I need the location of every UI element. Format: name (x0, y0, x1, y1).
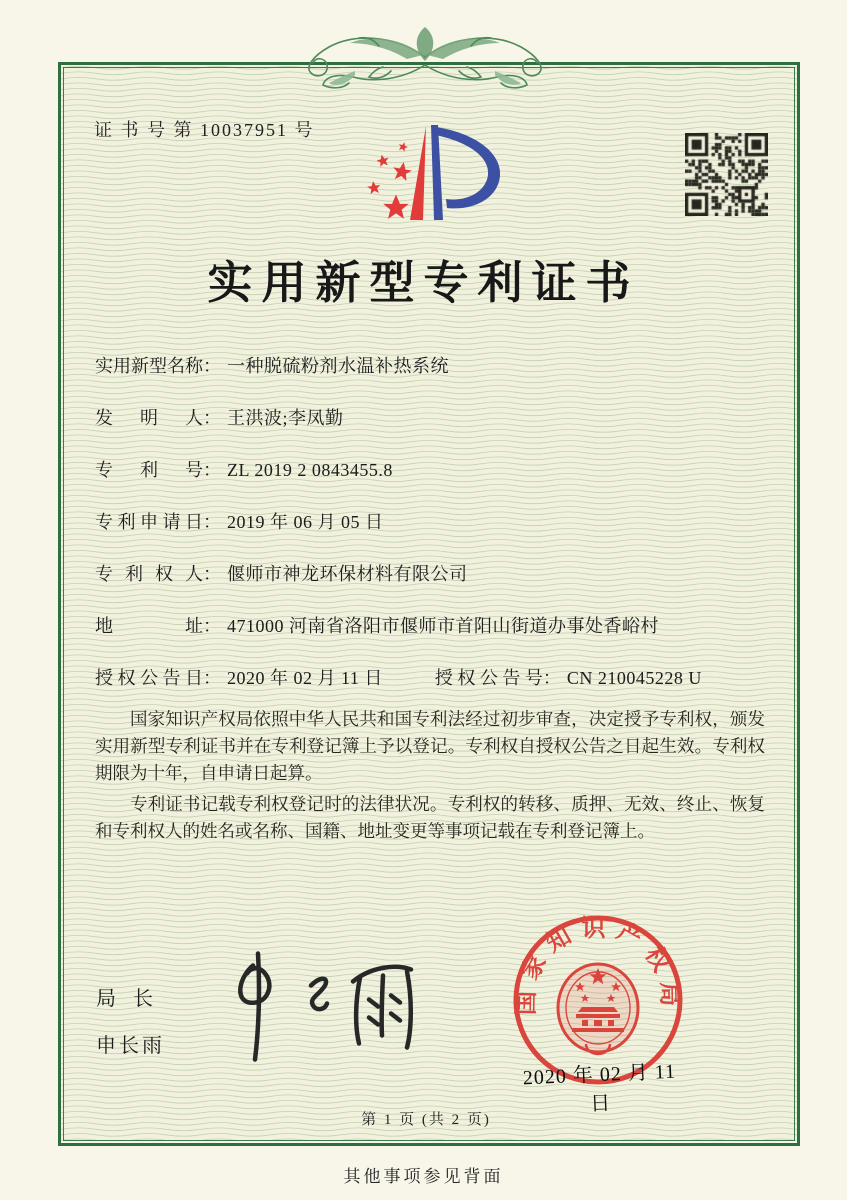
director-signature-icon (225, 946, 425, 1064)
field-colon: ： (203, 616, 221, 636)
field-label: 实用新型名称 (95, 356, 203, 376)
cnipa-patent-logo-icon (362, 118, 507, 230)
seal-text: 国家知识产权局 (513, 915, 683, 1016)
back-note: 其他事项参见背面 (343, 1167, 504, 1186)
field-utility-model-name (95, 352, 767, 404)
field-filing-date (95, 508, 767, 560)
field-label: 专利号 (95, 460, 203, 480)
certificate-title: 实用新型专利证书 (207, 258, 640, 308)
field-colon: ： (203, 408, 221, 428)
certificate-number: 证 书 号 第 10037951 号 (94, 120, 315, 140)
seal-date: 2020 年 02 月 11 日 (522, 1060, 677, 1116)
field-label: 授权公告号 (434, 668, 543, 688)
field-value: CN 210045228 U (566, 668, 702, 688)
field-value: 471000 河南省洛阳市偃师市首阳山街道办事处香峪村 (227, 616, 659, 636)
field-inventors (95, 404, 767, 456)
field-value: 一种脱硫粉剂水温补热系统 (227, 356, 449, 376)
field-label: 专利权人 (95, 564, 203, 584)
qr-code (685, 133, 768, 216)
legal-paragraph-2: 专利证书记载专利权登记时的法律状况。专利权的转移、质押、无效、终止、恢复和专利权人的姓名或名称、国籍、地址变更等事项记载在专利登记簿上。 (95, 794, 765, 841)
field-grant-number (435, 664, 702, 690)
field-grant-date (95, 664, 383, 690)
field-address (95, 612, 767, 664)
field-label: 专利申请日 (95, 512, 203, 532)
field-patentee (95, 560, 767, 612)
field-label: 授权公告日 (95, 668, 203, 688)
signer-name: 申长雨 (96, 1035, 165, 1057)
field-colon: ： (203, 460, 221, 480)
field-patent-number (95, 456, 767, 508)
field-colon: ： (203, 564, 221, 584)
field-label: 发明人 (95, 408, 203, 428)
field-label: 地址 (95, 616, 203, 636)
field-value: 偃师市神龙环保材料有限公司 (227, 564, 468, 584)
legal-paragraphs (95, 706, 765, 849)
signer-title: 局长 (96, 988, 170, 1010)
field-colon: ： (203, 512, 221, 532)
page-number: 第 1 页 (共 2 页) (361, 1112, 491, 1128)
field-value: 2020 年 02 月 11 日 (227, 668, 383, 688)
field-value: 王洪波;李凤勤 (227, 408, 344, 428)
field-colon: ： (203, 668, 221, 688)
field-colon: ： (203, 356, 221, 376)
legal-paragraph-1: 国家知识产权局依照中华人民共和国专利法经过初步审查，决定授予专利权，颁发实用新型专利证书并在专利登记簿上予以登记。专利权自授权公告之日起生效。专利权期限为十年，自申请日起算。 (95, 709, 765, 783)
field-value: ZL 2019 2 0843455.8 (227, 460, 393, 480)
field-colon: ： (542, 668, 561, 688)
field-value: 2019 年 06 月 05 日 (227, 512, 384, 532)
signer-block (96, 982, 170, 1058)
certificate-fields (95, 352, 767, 716)
